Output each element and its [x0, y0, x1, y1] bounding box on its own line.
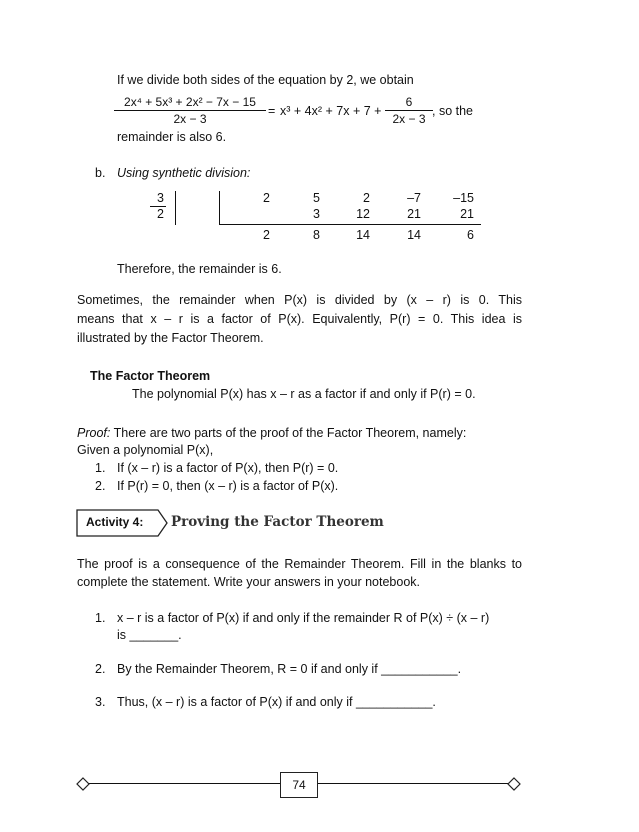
proof-item-text: If (x – r) is a factor of P(x), then P(r) = 0.	[117, 461, 339, 475]
equation-tail: , so the	[432, 104, 473, 118]
theorem-heading: The Factor Theorem	[90, 369, 211, 383]
divisor-bracket	[175, 191, 176, 225]
proof-given: Given a polynomial P(x),	[77, 443, 214, 457]
footer-rule-left	[86, 783, 280, 784]
row2-cell: 12	[356, 207, 370, 221]
question-number: 1.	[95, 611, 106, 625]
proof-intro-line	[77, 426, 466, 440]
divisor-top: 3	[157, 191, 164, 205]
equals-sign: =	[268, 104, 276, 118]
diamond-icon	[507, 777, 521, 791]
activity-badge-label: Activity 4:	[86, 515, 144, 529]
paragraph-line: means that x – r is a factor of P(x). Equivalently, P(r) = 0. This idea is	[77, 312, 522, 326]
question-text: By the Remainder Theorem, R = 0 if and only if ___________.	[117, 662, 462, 676]
therefore-line: Therefore, the remainder is 6.	[117, 262, 282, 276]
page-number: 74	[280, 772, 318, 798]
row3-cell: 14	[356, 228, 370, 242]
divisor-bottom: 2	[157, 207, 164, 221]
row2-cell: 21	[407, 207, 421, 221]
proof-item-number: 2.	[95, 479, 106, 493]
row3-cell: 6	[467, 228, 474, 242]
row2-cell: 3	[313, 207, 320, 221]
activity-title: Proving the Factor Theorem	[171, 514, 384, 530]
row1-cell: –15	[453, 191, 474, 205]
row1-cell: 5	[313, 191, 320, 205]
paragraph-line: illustrated by the Factor Theorem.	[77, 331, 264, 345]
row1-cell: –7	[407, 191, 421, 205]
proof-item-number: 1.	[95, 461, 106, 475]
rhs-fraction	[385, 95, 433, 126]
intro-line: If we divide both sides of the equation by 2, we obtain	[117, 73, 414, 87]
question-number: 3.	[95, 695, 106, 709]
question-text: x – r is a factor of P(x) if and only if the remainder R of P(x) ÷ (x – r)	[117, 611, 490, 625]
paragraph-line: Sometimes, the remainder when P(x) is divided by (x – r) is 0. This	[77, 293, 522, 307]
part-b-label: b.	[95, 166, 106, 180]
activity-text-line: complete the statement. Write your answers in your notebook.	[77, 575, 420, 589]
footer-rule-right	[317, 783, 510, 784]
rhs-denominator: 2x − 3	[392, 112, 426, 126]
row1-cell: 2	[263, 191, 270, 205]
diamond-icon	[76, 777, 90, 791]
proof-item-text: If P(r) = 0, then (x – r) is a factor of P(x).	[117, 479, 339, 493]
part-b-title: Using synthetic division:	[117, 166, 251, 180]
lhs-denominator: 2x − 3	[173, 112, 207, 126]
remainder-line: remainder is also 6.	[117, 130, 227, 144]
row1-cell: 2	[363, 191, 370, 205]
row3-cell: 2	[263, 228, 270, 242]
proof-label: Proof:	[77, 426, 111, 440]
rhs-numerator: 6	[405, 95, 413, 109]
lhs-numerator: 2x⁴ + 5x³ + 2x² − 7x − 15	[124, 95, 256, 109]
result-line	[219, 224, 481, 225]
lhs-fraction	[114, 95, 266, 126]
row3-cell: 8	[313, 228, 320, 242]
theorem-statement: The polynomial P(x) has x – r as a factor if and only if P(r) = 0.	[132, 387, 476, 401]
question-text: Thus, (x – r) is a factor of P(x) if and only if ___________.	[117, 695, 436, 709]
coefficient-bracket	[219, 191, 220, 225]
activity-text-line: The proof is a consequence of the Remainder Theorem. Fill in the blanks to	[77, 557, 522, 571]
rhs-polynomial: x³ + 4x² + 7x + 7 +	[280, 104, 382, 118]
question-text: is _______.	[117, 628, 182, 642]
row2-cell: 21	[460, 207, 474, 221]
proof-intro: There are two parts of the proof of the Factor Theorem, namely:	[110, 426, 467, 440]
row3-cell: 14	[407, 228, 421, 242]
question-number: 2.	[95, 662, 106, 676]
